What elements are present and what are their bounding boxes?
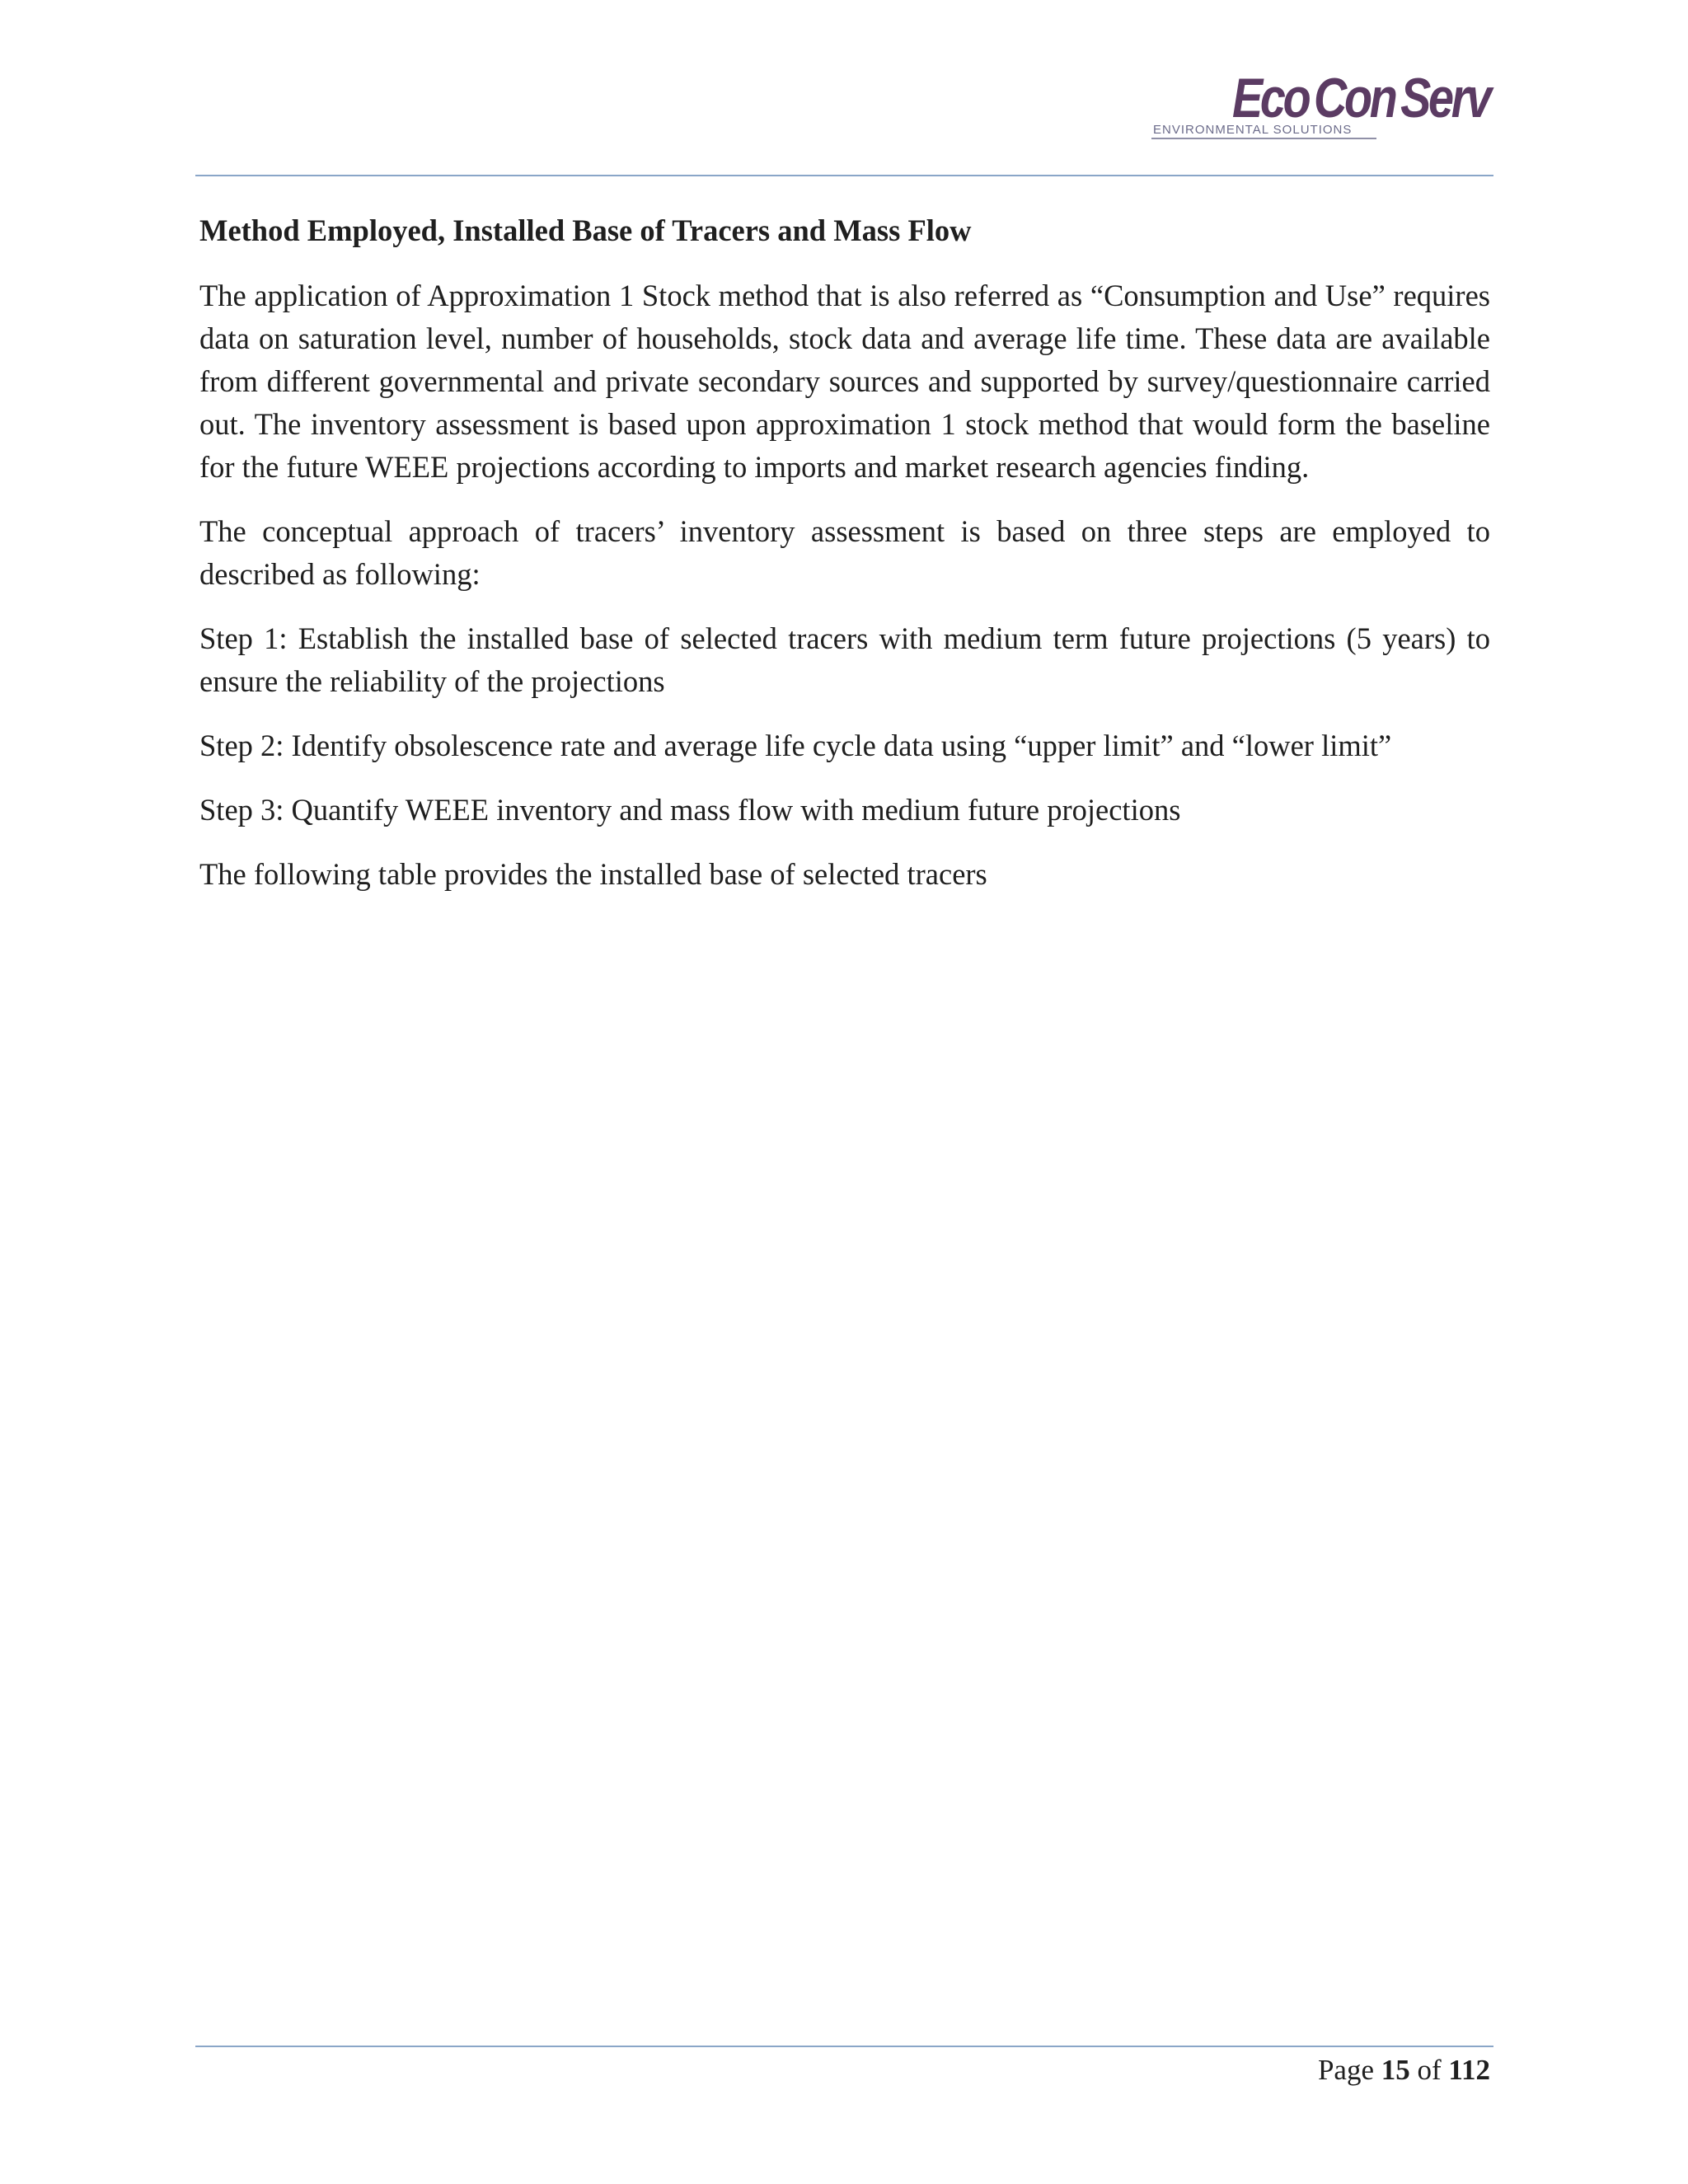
paragraph-step-1: Step 1: Establish the installed base of selected tracers with medium term future projections (5 years) to ensure the reliability of the projections [199, 621, 1490, 698]
paragraph-conceptual-approach: The conceptual approach of tracers’ inventory assessment is based on three steps are employed to described as following: [199, 514, 1490, 591]
svg-text:EcoConServ [1232, 68, 1494, 129]
header-rule [195, 175, 1493, 176]
paragraph-stock-method: The application of Approximation 1 Stock method that is also referred as “Consumption and Use” requires data on saturation level, number of households, stock data and average life time. These data are available from different governmental and private secondary sources and supported by survey/questionnaire carried out. The inventory assessment is based upon approximation 1 stock method that would form the baseline for the future WEEE projections according to imports and market research agencies finding. [199, 279, 1490, 484]
paragraph-step-3: Step 3: Quantify WEEE inventory and mass flow with medium future projections [199, 793, 1181, 827]
page-current: 15 [1381, 2054, 1410, 2086]
page-prefix: Page [1317, 2054, 1375, 2086]
paragraph-table-intro: The following table provides the installed base of selected tracers [199, 857, 987, 891]
logo-brand-part2: Con [1313, 68, 1395, 130]
paragraph-step-2: Step 2: Identify obsolescence rate and average life cycle data using “upper limit” and “lower limit” [199, 729, 1392, 762]
page-sep: of [1417, 2054, 1442, 2086]
logo-tagline: ENVIRONMENTAL SOLUTIONS [1153, 123, 1353, 137]
footer-rule [195, 2046, 1493, 2047]
logo-brand-part3: Serv [1400, 68, 1489, 130]
company-logo [1150, 68, 1496, 150]
page-total: 112 [1448, 2054, 1490, 2086]
page-number [1318, 2049, 1490, 2092]
page-body [199, 209, 1490, 917]
logo-brand-part1: Eco [1232, 68, 1309, 130]
section-heading: Method Employed, Installed Base of Tracers and Mass Flow [199, 213, 972, 247]
